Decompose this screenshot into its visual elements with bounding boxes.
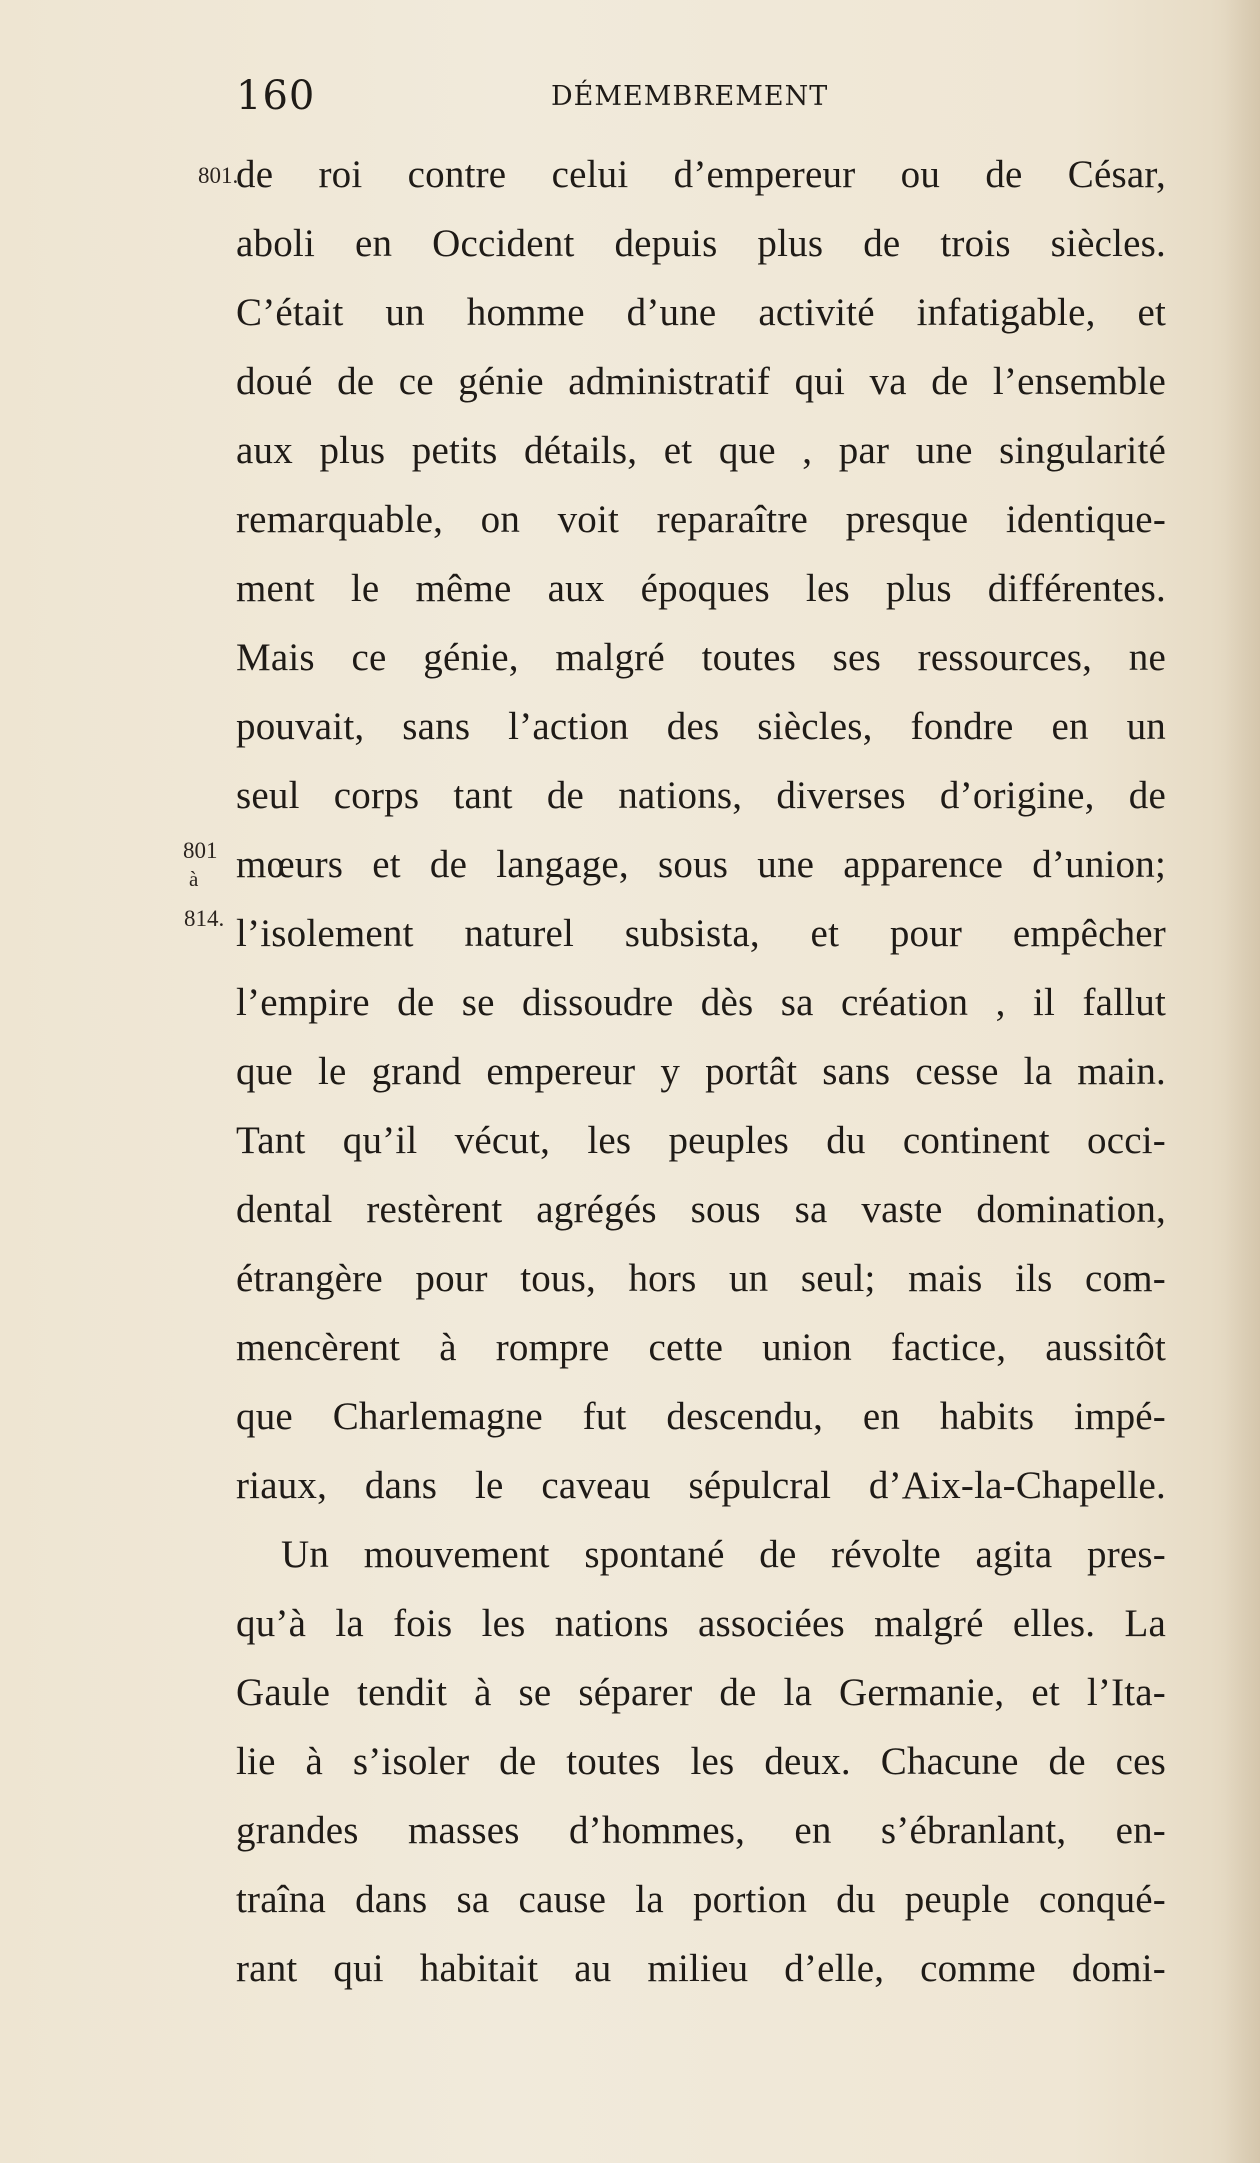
text-line: l’isolement naturel subsista, et pour empêcher	[236, 912, 1166, 955]
margin-date-note: 801.	[198, 163, 239, 188]
margin-date-note: à	[189, 867, 199, 891]
text-line: aboli en Occident depuis plus de trois siècles.	[236, 222, 1166, 265]
margin-date-note: 801	[183, 838, 218, 863]
text-line: dental restèrent agrégés sous sa vaste domination,	[236, 1188, 1166, 1231]
text-line: Un mouvement spontané de révolte agita pres-	[281, 1533, 1166, 1576]
text-line: C’était un homme d’une activité infatigable, et	[236, 291, 1166, 334]
text-line: que Charlemagne fut descendu, en habits impé-	[236, 1395, 1166, 1438]
text-line: Gaule tendit à se séparer de la Germanie, et l’Ita-	[236, 1671, 1166, 1714]
text-line: aux plus petits détails, et que , par une singularité	[236, 429, 1166, 472]
text-line: remarquable, on voit reparaître presque identique-	[236, 498, 1166, 541]
text-line: mencèrent à rompre cette union factice, aussitôt	[236, 1326, 1166, 1369]
page-header	[236, 70, 886, 122]
text-line: ment le même aux époques les plus différentes.	[236, 567, 1166, 610]
text-line: Mais ce génie, malgré toutes ses ressources, ne	[236, 636, 1166, 679]
text-line: que le grand empereur y portât sans cesse la main.	[236, 1050, 1166, 1093]
text-line: traîna dans sa cause la portion du peuple conqué-	[236, 1878, 1166, 1921]
margin-date-note: 814.	[184, 906, 225, 931]
text-line: seul corps tant de nations, diverses d’origine, de	[236, 774, 1166, 817]
text-line: qu’à la fois les nations associées malgré elles. La	[236, 1602, 1166, 1645]
text-line: de roi contre celui d’empereur ou de César,	[236, 153, 1166, 196]
page-edge-shadow	[1224, 0, 1260, 2163]
text-line: grandes masses d’hommes, en s’ébranlant, en-	[236, 1809, 1166, 1852]
text-line: Tant qu’il vécut, les peuples du continent occi-	[236, 1119, 1166, 1162]
text-line: rant qui habitait au milieu d’elle, comme domi-	[236, 1947, 1166, 1990]
text-line: mœurs et de langage, sous une apparence d’union;	[236, 843, 1166, 886]
text-line: pouvait, sans l’action des siècles, fondre en un	[236, 705, 1166, 748]
running-title: DÉMEMBREMENT	[551, 81, 829, 112]
text-line: lie à s’isoler de toutes les deux. Chacune de ces	[236, 1740, 1166, 1783]
text-line: l’empire de se dissoudre dès sa création , il fallut	[236, 981, 1166, 1024]
page-number: 160	[236, 73, 316, 119]
text-line: doué de ce génie administratif qui va de l’ensemble	[236, 360, 1166, 403]
text-line: étrangère pour tous, hors un seul; mais ils com-	[236, 1257, 1166, 1300]
text-line: riaux, dans le caveau sépulcral d’Aix-la-Chapelle.	[236, 1464, 1166, 1507]
